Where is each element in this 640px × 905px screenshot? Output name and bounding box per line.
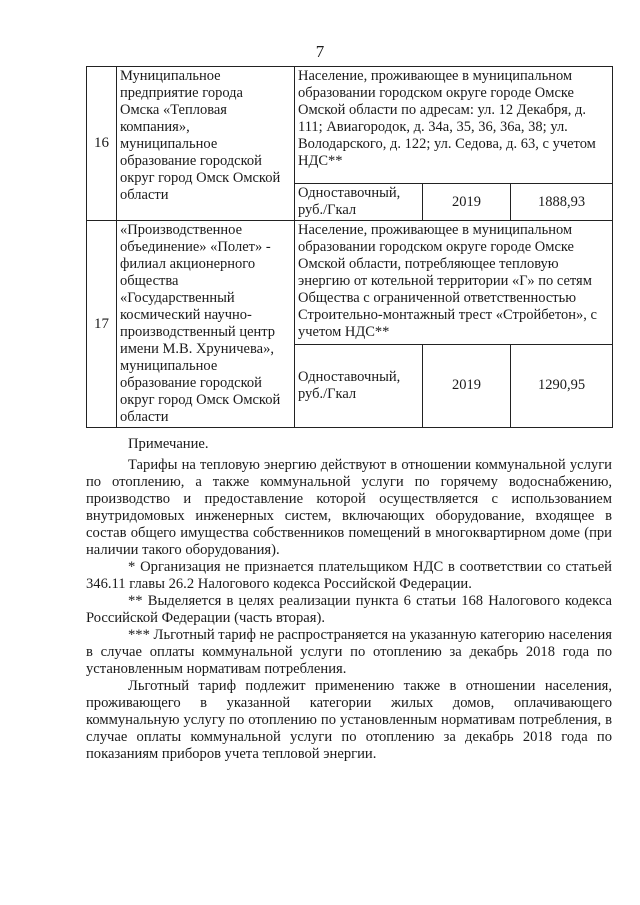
consumers-cell: Население, проживающее в муниципальном образовании городском округе городе Омске Омской области, потребляющее тепловую энергию от котельной территории «Г» по сетям Общества с ограниченной ответственностью Строительно-монтажный трест «Стройбетон», с учетом НДС** xyxy=(295,221,613,345)
tariff-type-cell: Одноставочный, руб./Гкал xyxy=(295,184,423,221)
year-cell: 2019 xyxy=(423,184,511,221)
note-paragraph: * Организация не признается плательщиком НДС в соответствии со статьей 346.11 главы 26.2 Налогового кодекса Российской Федерации. xyxy=(86,559,612,592)
table-row xyxy=(87,221,613,345)
notes-title: Примечание. xyxy=(128,436,209,452)
tariff-table xyxy=(86,66,613,428)
consumers-cell: Население, проживающее в муниципальном образовании городском округе городе Омске Омской области по адресам: ул. 12 Декабря, д. 111; Авиагородок, д. 34а, 35, 36, 36а, 38; ул. Володарского, д. 122; ул. Седова, д. 63, с учетом НДС** xyxy=(295,67,613,184)
organization-cell: «Производственное объединение» «Полет» - филиал акционерного общества «Государственный космический научно- производственный центр имени М.В. Хруничева», муниципальное образование городской округ город Омск Омской области xyxy=(117,221,295,428)
row-number: 16 xyxy=(87,67,117,221)
tariff-type-cell: Одноставочный, руб./Гкал xyxy=(295,344,423,427)
note-paragraph: Льготный тариф подлежит применению также в отношении населения, проживающего в указанной категории жилых домов, оплачивающего коммунальную услугу по отоплению по установленным нормативам потребления, в случае оплаты коммунальной услуги по отоплению за декабрь 2018 года по показаниям приборов учета тепловой энергии. xyxy=(86,678,612,762)
table-row xyxy=(87,67,613,184)
organization-cell: Муниципальное предприятие города Омска «Тепловая компания», муниципальное образование городской округ город Омск Омской области xyxy=(117,67,295,221)
page-number: 7 xyxy=(315,42,325,61)
note-paragraph: ** Выделяется в целях реализации пункта 6 статьи 168 Налогового кодекса Российской Федерации (часть вторая). xyxy=(86,593,612,626)
row-number: 17 xyxy=(87,221,117,428)
tariff-value-cell: 1290,95 xyxy=(511,344,613,427)
notes-section xyxy=(86,436,612,763)
note-paragraph: Тарифы на тепловую энергию действуют в отношении коммунальной услуги по отоплению, а также коммунальной услуги по горячему водоснабжению, производство и предоставление которой осуществляется с использованием внутридомовых инженерных систем, включающих оборудование, входящее в состав общего имущества собственников помещений в многоквартирном доме (при наличии такого оборудования). xyxy=(86,457,612,558)
tariff-value-cell: 1888,93 xyxy=(511,184,613,221)
year-cell: 2019 xyxy=(423,344,511,427)
note-paragraph: *** Льготный тариф не распространяется на указанную категорию населения в случае оплаты коммунальной услуги по отоплению за декабрь 2018 года по установленным нормативам потребления. xyxy=(86,627,612,677)
